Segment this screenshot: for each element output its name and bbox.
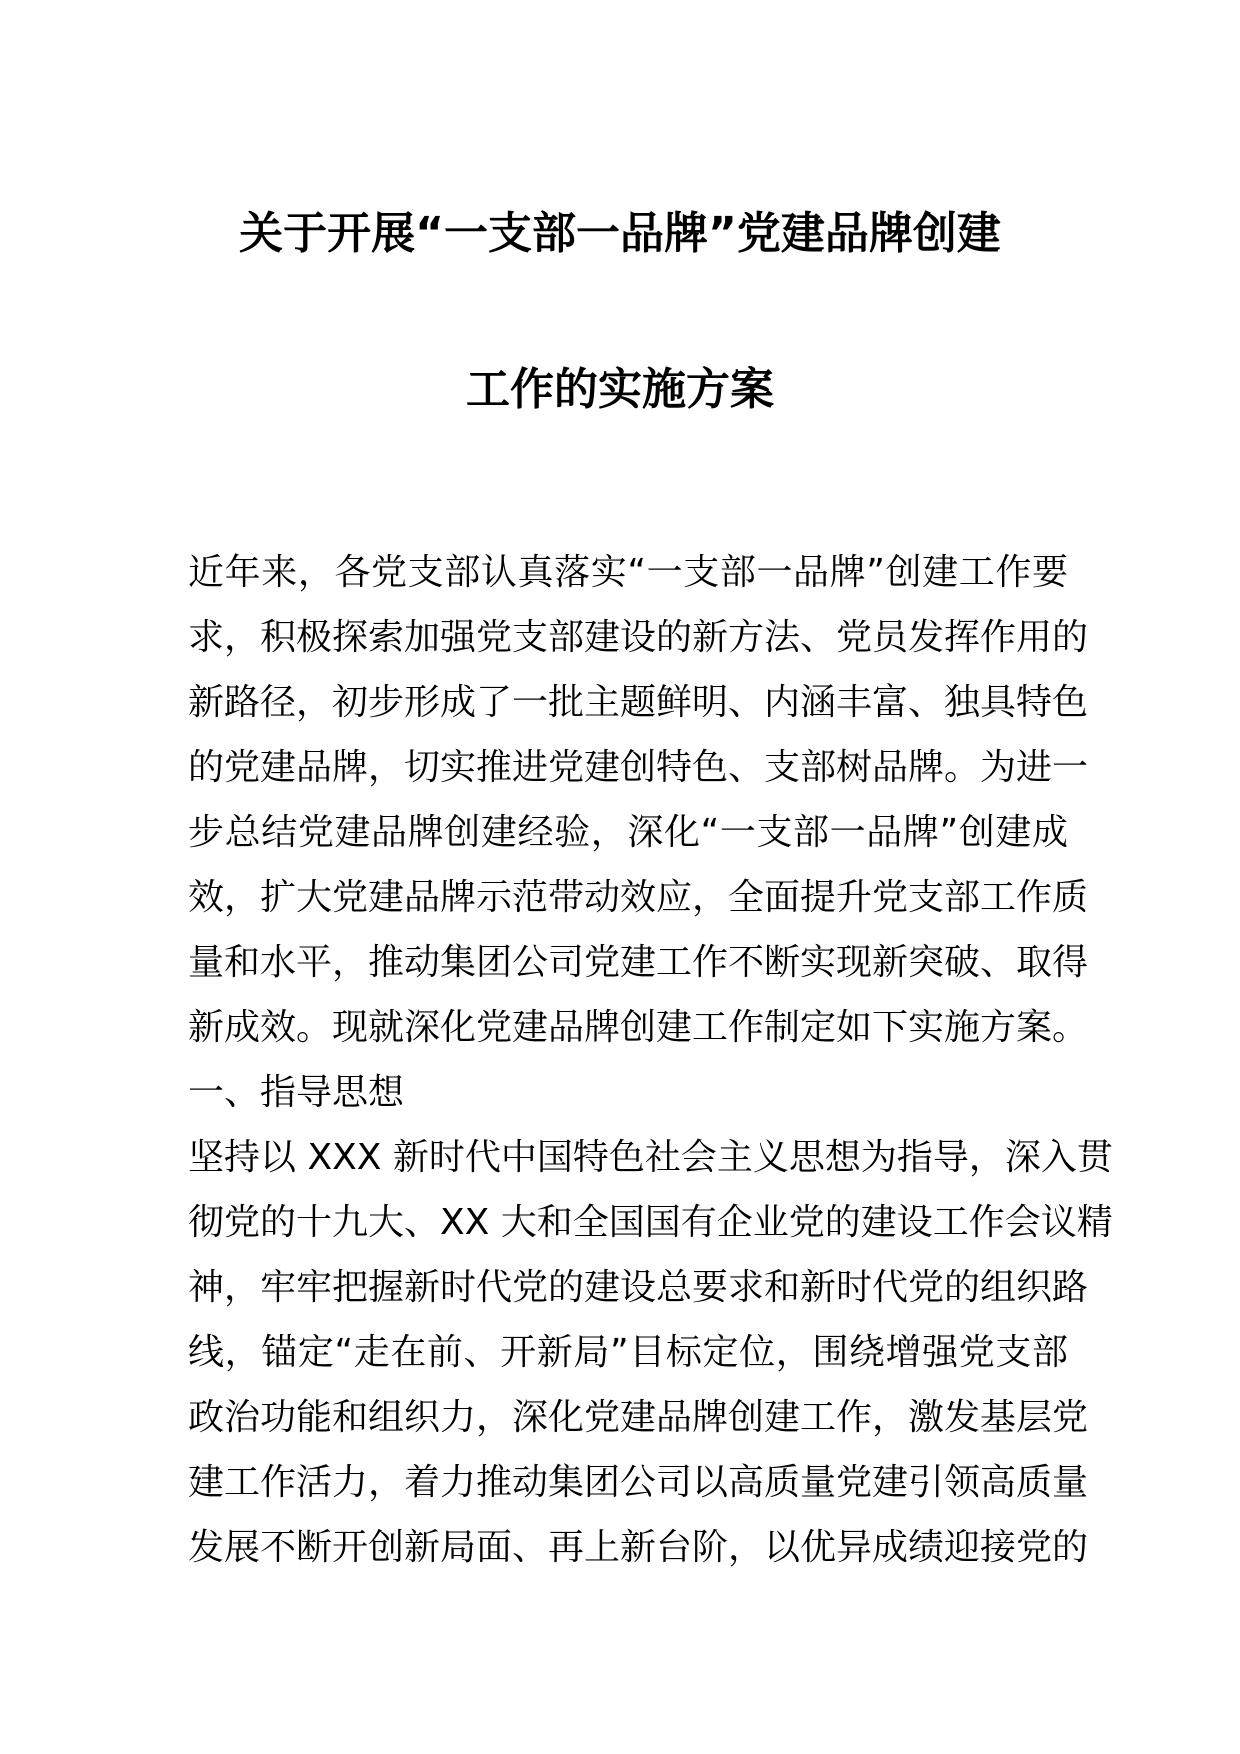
paragraph-line: 新成效。现就深化党建品牌创建工作制定如下实施方案。 — [188, 1007, 1089, 1048]
paragraph-line: 步总结党建品牌创建经验，深化“一支部一品牌”创建成 — [188, 812, 1068, 853]
paragraph-line: 近年来，各党支部认真落实“一支部一品牌”创建工作要 — [188, 552, 1068, 593]
paragraph-line: 坚持以 XXX 新时代中国特色社会主义思想为指导，深入贯 — [188, 1137, 1113, 1178]
paragraph-line: 彻党的十九大、XX 大和全国国有企业党的建设工作会议精 — [188, 1202, 1113, 1243]
paragraph-line: 量和水平，推动集团公司党建工作不断实现新突破、取得 — [188, 942, 1089, 983]
guiding-thought-paragraph — [188, 1125, 1113, 1580]
document-title-line-1: 关于开展“一支部一品牌”党建品牌创建 — [239, 208, 1001, 259]
paragraph-line: 效，扩大党建品牌示范带动效应，全面提升党支部工作质 — [188, 877, 1089, 918]
paragraph-line: 线，锚定“走在前、开新局”目标定位，围绕增强党支部 — [188, 1332, 1068, 1373]
paragraph-line: 建工作活力，着力推动集团公司以高质量党建引领高质量 — [188, 1462, 1089, 1503]
paragraph-line: 新路径，初步形成了一批主题鲜明、内涵丰富、独具特色 — [188, 682, 1089, 723]
section-heading-guiding-thought — [188, 1060, 1068, 1125]
paragraph-line: 的党建品牌，切实推进党建创特色、支部树品牌。为进一 — [188, 747, 1089, 788]
paragraph-line: 神，牢牢把握新时代党的建设总要求和新时代党的组织路 — [188, 1267, 1089, 1308]
paragraph-line: 政治功能和组织力，深化党建品牌创建工作，激发基层党 — [188, 1397, 1089, 1438]
paragraph-line: 发展不断开创新局面、再上新台阶，以优异成绩迎接党的 — [188, 1527, 1089, 1568]
section-heading-text: 一、指导思想 — [188, 1072, 405, 1113]
paragraph-line: 求，积极探索加强党支部建设的新方法、党员发挥作用的 — [188, 617, 1089, 658]
document-title-line-2: 工作的实施方案 — [466, 364, 774, 415]
intro-paragraph — [188, 540, 1089, 1060]
